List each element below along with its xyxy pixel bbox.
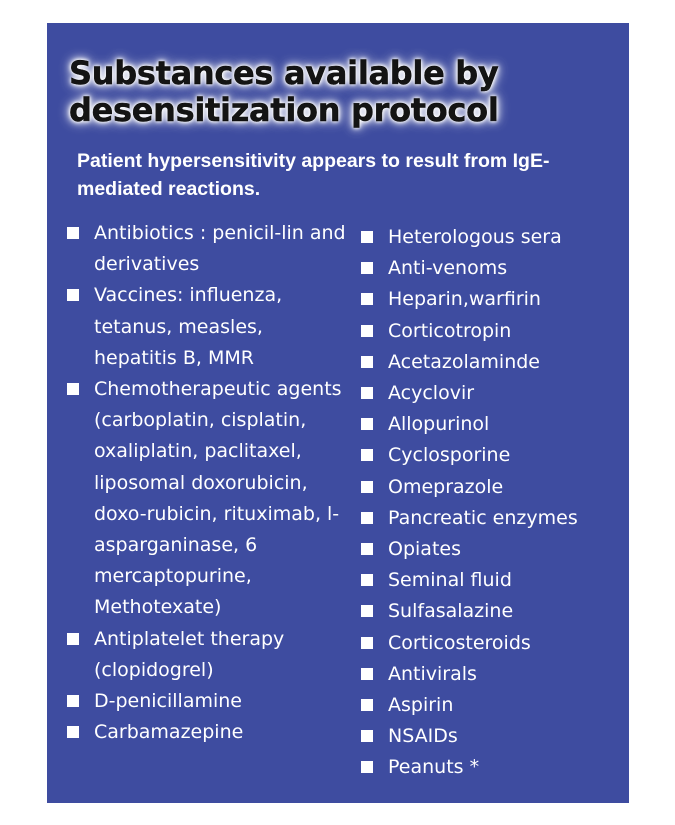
square-bullet-icon: [361, 512, 373, 524]
square-bullet-icon: [67, 383, 79, 395]
square-bullet-icon: [361, 730, 373, 742]
list-item: [361, 409, 623, 440]
list-item-text: Anti-venoms: [388, 257, 508, 280]
list-item-text: Omeprazole: [388, 475, 504, 498]
list-item: [361, 378, 623, 409]
list-item-text: Opiates: [388, 538, 461, 561]
square-bullet-icon: [361, 449, 373, 461]
square-bullet-icon: [67, 289, 79, 301]
square-bullet-icon: [361, 761, 373, 773]
square-bullet-icon: [361, 231, 373, 243]
square-bullet-icon: [361, 574, 373, 586]
substance-list-right: [361, 222, 623, 784]
list-item-text: Corticosteroids: [388, 631, 531, 654]
square-bullet-icon: [361, 293, 373, 305]
square-bullet-icon: [361, 387, 373, 399]
list-item: [361, 503, 623, 534]
list-item-text: Chemotherapeutic agents (carboplatin, cisplatin, oxaliplatin, paclitaxel, liposomal doxorubicin, doxo-rubicin, rituximab, l-asparganinase, 6 mercaptopurine, Methotexate): [94, 378, 342, 619]
list-item: [361, 721, 623, 752]
list-item-text: Pancreatic enzymes: [388, 506, 578, 529]
list-item-text: Sulfasalazine: [388, 600, 514, 623]
square-bullet-icon: [361, 356, 373, 368]
list-item-text: Acyclovir: [388, 382, 475, 405]
square-bullet-icon: [361, 605, 373, 617]
list-item-text: Peanuts *: [388, 756, 480, 779]
list-item-text: Heparin,warfirin: [388, 288, 541, 311]
square-bullet-icon: [67, 633, 79, 645]
square-bullet-icon: [361, 481, 373, 493]
square-bullet-icon: [67, 227, 79, 239]
list-item: [361, 440, 623, 471]
list-item: [361, 596, 623, 627]
list-item: [361, 534, 623, 565]
panel-subtitle: Patient hypersensitivity appears to result from IgE-mediated reactions.: [77, 150, 550, 200]
list-item: [361, 284, 623, 315]
list-item-text: Aspirin: [388, 694, 454, 717]
list-item-text: Seminal fluid: [388, 569, 512, 592]
list-item: [67, 374, 347, 624]
list-item: [361, 472, 623, 503]
list-item: [361, 628, 623, 659]
list-item-text: NSAIDs: [388, 725, 458, 748]
info-panel: [47, 23, 629, 803]
list-item-text: Acetazolaminde: [388, 350, 540, 373]
list-item-text: Carbamazepine: [94, 721, 244, 744]
square-bullet-icon: [67, 726, 79, 738]
square-bullet-icon: [361, 543, 373, 555]
list-item: [361, 316, 623, 347]
square-bullet-icon: [361, 637, 373, 649]
square-bullet-icon: [361, 325, 373, 337]
list-item: [67, 280, 347, 374]
square-bullet-icon: [361, 418, 373, 430]
list-item-text: Corticotropin: [388, 319, 512, 342]
list-item: [67, 717, 347, 748]
list-item-text: Antiplatelet therapy (clopidogrel): [94, 627, 285, 681]
list-item-text: Allopurinol: [388, 413, 490, 436]
list-item: [361, 659, 623, 690]
list-item-text: Heterologous sera: [388, 226, 562, 248]
list-item: [67, 686, 347, 717]
list-item: [361, 690, 623, 721]
list-item: [361, 222, 623, 253]
list-item-text: Vaccines: influenza, tetanus, measles, hepatitis B, MMR: [94, 284, 283, 369]
list-item-text: Cyclosporine: [388, 444, 511, 467]
substance-list-left: [67, 218, 347, 748]
list-item-text: D-penicillamine: [94, 690, 243, 713]
list-item: [67, 624, 347, 686]
list-item-text: Antibiotics : penicil-lin and derivatives: [94, 222, 346, 276]
list-item: [361, 253, 623, 284]
list-item: [361, 752, 623, 783]
square-bullet-icon: [361, 699, 373, 711]
list-item: [67, 218, 347, 280]
square-bullet-icon: [361, 262, 373, 274]
list-item-text: Antivirals: [388, 662, 477, 685]
square-bullet-icon: [67, 695, 79, 707]
list-item: [361, 347, 623, 378]
panel-title: Substances available by desensitization protocol: [69, 54, 499, 129]
list-item: [361, 565, 623, 596]
square-bullet-icon: [361, 668, 373, 680]
